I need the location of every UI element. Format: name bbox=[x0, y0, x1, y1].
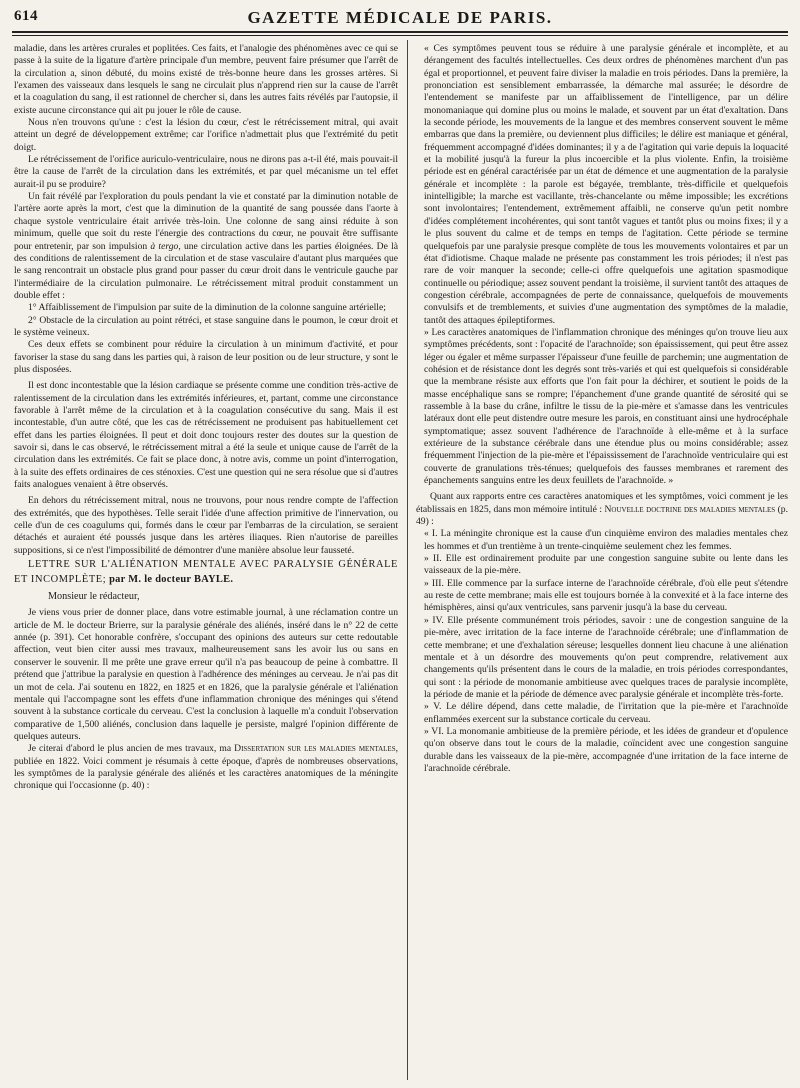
quoted-paragraph: » IV. Elle présente communément trois périodes, savoir : une de congestion sanguine de la pie-mère, avec irritation de la face interne de l'arachnoïde cérébrale; une d'inflammation de cette membrane; et une d'exhalation séreuse; lesquelles donnent lieu chacune à une aliénation mentale et à un désordre des mouvements qu'on peut comprendre, relativement aux changements qu'ils présentent dans le cours de la maladie, en trois périodes correspondantes, qui sont : la période de monomanie ambitieuse avec quelques traces de paralysie incomplète, la période de manie et la période de démence avec paralysie générale et incomplète très-forte. bbox=[424, 614, 788, 700]
right-column bbox=[416, 43, 788, 775]
column-separator bbox=[407, 40, 408, 1080]
article-heading bbox=[14, 557, 398, 587]
quoted-paragraph: « Ces symptômes peuvent tous se réduire à une paralysie générale et incomplète, et au dérangement des facultés intellectuelles. Ces deux ordres de phénomènes marchent d'un pas égal et proportionnel, et peuvent faire diviser la maladie en trois périodes. Dans la première, la prononciation est sensiblement embarrassée, la démarche mal assurée; le désordre de l'entendement se manifeste par un affaiblissement de l'intelligence, par un délire monomaniaque qui domine plus ou moins le malade, et souvent par un état d'exaltation. Dans la seconde période, les mouvements de la langue et des membres conservent souvent le même embarras que dans la première, ou deviennent plus difficiles; le délire est maniaque et général, fréquemment accompagné d'idées dominantes; il y a de l'agitation qui varie depuis la loquacité et la mobilité jusqu'à la fureur la plus incoercible et la plus violente. Enfin, la troisième période est en général caractérisée par un état de démence et une augmentation de la paralysie générale et incomplète : la parole est bégayée, tremblante, très-difficile et quelquefois inintelligible; la marche est vacillante, très-chancelante ou même impossible; les excrétions sont involontaires; l'entendement, extrêmement affaibli, ne conserve qu'un petit nombre d'idées complétement incohérentes, qui sont tantôt vagues et tantôt plus ou moins fixes; il y a le plus souvent du calme et de temps en temps de l'agitation. Cette période se termine quelquefois par une paralysie presque complète de tous les mouvements volontaires et par un état d'idiotisme. Chaque malade ne présente pas constamment les trois périodes; il n'est pas rare de voir manquer la seconde; celle-ci offre quelquefois une agitation spasmodique continuelle ou périodique; assez souvent pendant la troisième, il survient tantôt des attaques de congestion cérébrale, accompagnées de perte de connaissance, quelquefois de mouvements convulsifs et de tremblements, et suivies d'une augmentation des symptômes de la maladie, tantôt des attaques épileptiformes. bbox=[424, 43, 788, 326]
paragraph: Le rétrécissement de l'orifice auriculo-ventriculaire, nous ne dirons pas a-t-il été, mais pouvait-il être la cause de l'arrêt de la circulation dans les extrémités, et par quel mécanisme un tel effet aurait-il pu se produire? bbox=[14, 154, 398, 190]
paragraph: Ces deux effets se combinent pour réduire la circulation à un minimum d'activité, et pour favoriser la stase du sang dans les parties qui, à raison de leur position ou de leur structure, y sont le plus disposées. bbox=[14, 339, 398, 375]
salutation: Monsieur le rédacteur, bbox=[48, 591, 140, 603]
text-run: Quant aux rapports entre ces caractères anatomiques et les symptômes, voici comment je les établissais en 1825, dans mon mémoire intitulé : bbox=[416, 491, 788, 515]
paragraph: Je viens vous prier de donner place, dans votre estimable journal, à une réclamation contre un article de M. le docteur Brierre, sur la paralysie générale des aliénés, inséré dans le n° 22 de cette année (p. 391). Cet honorable confrère, s'occupant des opinions des auteurs sur cette redoutable affection, veut bien citer aussi mes travaux, malheureusement sans les avoir lus ou sans en conserver le souvenir. Il me prête une grave erreur qu'il n'a pas beaucoup de peine à combattre. Il prétend que j'attribue la paralysie en question à l'adhérence des méninges au cerveau. Je n'ai pas dit un mot de cela. J'ai soutenu en 1822, en 1825 et en 1826, que la paralysie générale et l'aliénation mentale qui l'accompagne sont les effets d'une inflammation chronique des méninges qui s'étend souvent à la substance corticale du cerveau. C'est la conclusion à laquelle m'a conduit l'observation comparative de 1,500 aliénés, conclusion dans laquelle je persiste, malgré l'opinion différente de quelques auteurs. bbox=[14, 607, 398, 742]
book-title: Dissertation sur les maladies mentales bbox=[234, 743, 396, 755]
quoted-paragraph: « I. La méningite chronique est la cause d'un cinquième environ des maladies mentales chez les hommes et d'un trentième à un trente-cinquième seulement chez les femmes. bbox=[424, 528, 788, 552]
quoted-paragraph: » Les caractères anatomiques de l'inflammation chronique des méninges qu'on trouve lieu aux symptômes précédents, sont : l'opacité de l'arachnoïde; son épaississement, qui peut être assez léger ou égaler et même surpasser l'épaisseur d'une feuille de parchemin; une augmentation de cohésion et de résistance dont les degrés sont très-variés et qui est quelquefois si considérable que la membrane résiste aux efforts que l'on fait pour la déchirer, et soutient le poids de la masse encéphalique sans se rompre; l'épanchement d'une grande quantité de sérosité qui se rassemble à la base du crâne, infiltre le tissu de la pie-mère et s'amasse dans les ventricules latéraux dont elle peut distendre outre mesure les parois, en constituant ainsi une hydrocéphale symptomatique; assez souvent l'adhérence de l'arachnoïde à elle-même et à la surface extérieure de la substance cérébrale dans une étendue plus ou moins considérable; assez fréquemment l'injection de la pie-mère et l'épaississement de l'arachnoïde ventriculaire qui est couverte de granulations très-ténues; quelquefois des fausses membranes et rarement des épanchements sanguins entre les deux feuillets de l'arachnoïde. » bbox=[424, 326, 788, 487]
quoted-paragraph: » III. Elle commence par la surface interne de l'arachnoïde cérébrale, d'où elle peut s'étendre au reste de cette membrane; mais elle est toujours bornée à la convexité et à la face interne des hémisphères, ainsi qu'aux ventricules, sans parvenir jusqu'à la base du cerveau. bbox=[424, 577, 788, 614]
quoted-paragraph: » II. Elle est ordinairement produite par une congestion sanguine subite ou lente dans les vaisseaux de la pie-mère. bbox=[424, 553, 788, 577]
book-title: Nouvelle doctrine des maladies mentales bbox=[604, 503, 776, 515]
journal-title: GAZETTE MÉDICALE DE PARIS. bbox=[247, 8, 553, 27]
paragraph: Il est donc incontestable que la lésion cardiaque se présente comme une condition très-active de ralentissement de la circulation dans les extrémités inférieures, et, partant, comme une circonstance favorable à l'arrêt même de la circulation et à la coagulation consécutive du sang. Mais il est incontestable, d'un autre côté, que les cas de rétrécissement ne produisent pas habituellement cet effet dans les parties éloignées. Il peut et doit donc toujours rester des doutes sur la question de savoir si, dans le cas observé, le rétrécissement mitral a été la seule et unique cause de l'arrêt de la circulation dans les extrémités. Ce fait se place donc, à notre avis, comme un point d'interrogation, à la suite des effets ordinaires de ces sténoxies. C'est une question qui ne sera résolue que si d'autres faits analogues venaient à être observés. bbox=[14, 380, 398, 491]
page-header bbox=[14, 6, 786, 32]
quoted-paragraph: » V. Le délire dépend, dans cette maladie, de l'irritation que la pie-mère et l'arachnoïde enflammées exercent sur la substance corticale du cerveau. bbox=[424, 701, 788, 725]
left-column bbox=[14, 43, 398, 793]
quoted-paragraph: » VI. La monomanie ambitieuse de la première période, et les idées de grandeur et d'opulence qu'on observe dans tout le cours de la maladie, coïncident avec une congestion sanguine durable dans les vaisseaux de la pie-mère, accompagnée d'une irritation de la face interne de l'arachnoïde cérébrale. bbox=[424, 725, 788, 774]
page-number: 614 bbox=[14, 8, 38, 24]
paragraph: En dehors du rétrécissement mitral, nous ne trouvons, pour nous rendre compte de l'affection des extrémités, que des hypothèses. Telle serait l'idée d'une affection primitive de l'innervation, ou celle d'un de ces coagulums qui, formés dans le cœur par l'embarras de la circulation, se seraient détachés et auraient été poussés jusque dans les artères iliaques. Rien n'autorise de pareilles suppositions, si ce n'est l'impossibilité de démontrer d'une manière absolue leur fausseté. bbox=[14, 495, 398, 556]
header-rule-thin bbox=[12, 35, 788, 36]
text-run: (p. 49) : bbox=[416, 503, 788, 528]
paragraph: 2° Obstacle de la circulation au point rétréci, et stase sanguine dans le poumon, le cœur droit et le système veineux. bbox=[14, 314, 398, 338]
text-run: Un fait révélé par l'exploration du pouls pendant la vie et constaté par la diminution notable de l'artère aorte après la mort, c'est que la diminution de la quantité de sang poussée dans l'aorte à chaque systole ventriculaire était arrivée très-loin. Une colonne de sang ainsi réduite à son minimum, quelle que soit du reste l'énergie des contractions du cœur, ne pouvait être suffisante pour entretenir, par son impulsion bbox=[14, 191, 398, 252]
header-rule bbox=[12, 31, 788, 33]
text-run: , une circulation active dans les parties éloignées. De là des conditions de ralentissement de la circulation et de stase vasculaire d'autant plus marquées que le sang rencontrait un obstacle plus grand pour passer du cœur droit dans le ventricule gauche par l'intermédiaire de la circulation pulmonaire. Le rétrécissement mitral produit constamment un double effet : bbox=[14, 240, 399, 301]
heading-title: LETTRE SUR L'ALIÉNATION MENTALE AVEC PARALYSIE GÉNÉRALE ET INCOMPLÈTE; bbox=[14, 559, 398, 586]
heading-author: par M. le docteur BAYLE. bbox=[106, 574, 234, 586]
paragraph bbox=[14, 743, 398, 792]
paragraph: maladie, dans les artères crurales et poplitées. Ces faits, et l'analogie des phénomènes avec ce qui se passe à la suite de la ligature d'artère principale d'un membre, peuvent faire présumer que l'arrêt de la circulation a, sinon débuté, du moins existé de très-bonne heure dans les grosses artères. Si l'examen des vaisseaux dans lesquels le sang ne circulait plus n'apprend rien sur la cause de l'arrêt et la coagulation du sang, il est rationnel de chercher si, dans les autres faits révélés par l'autopsie, il existe aucune circonstance qui ait pu jouer le rôle de cause. bbox=[14, 43, 398, 116]
italic-run: à tergo bbox=[150, 240, 179, 252]
paragraph: Nous n'en trouvons qu'une : c'est la lésion du cœur, c'est le rétrécissement mitral, qui avait atteint un degré de développement extrême; car l'orifice n'admettait plus que l'extrémité du petit doigt. bbox=[14, 117, 398, 153]
text-run: Je citerai d'abord le plus ancien de mes travaux, ma bbox=[28, 743, 235, 755]
paragraph bbox=[416, 491, 788, 528]
text-run: , publiée en 1822. Voici comment je résumais à cette époque, d'après de nombreuses observations, les symptômes de la paralysie générale des aliénés et les caractères anatomiques de la méningite chronique qui l'occasionne (p. 40) : bbox=[14, 743, 399, 792]
paragraph bbox=[14, 191, 398, 302]
paragraph: 1° Affaiblissement de l'impulsion par suite de la diminution de la colonne sanguine artérielle; bbox=[28, 302, 386, 314]
